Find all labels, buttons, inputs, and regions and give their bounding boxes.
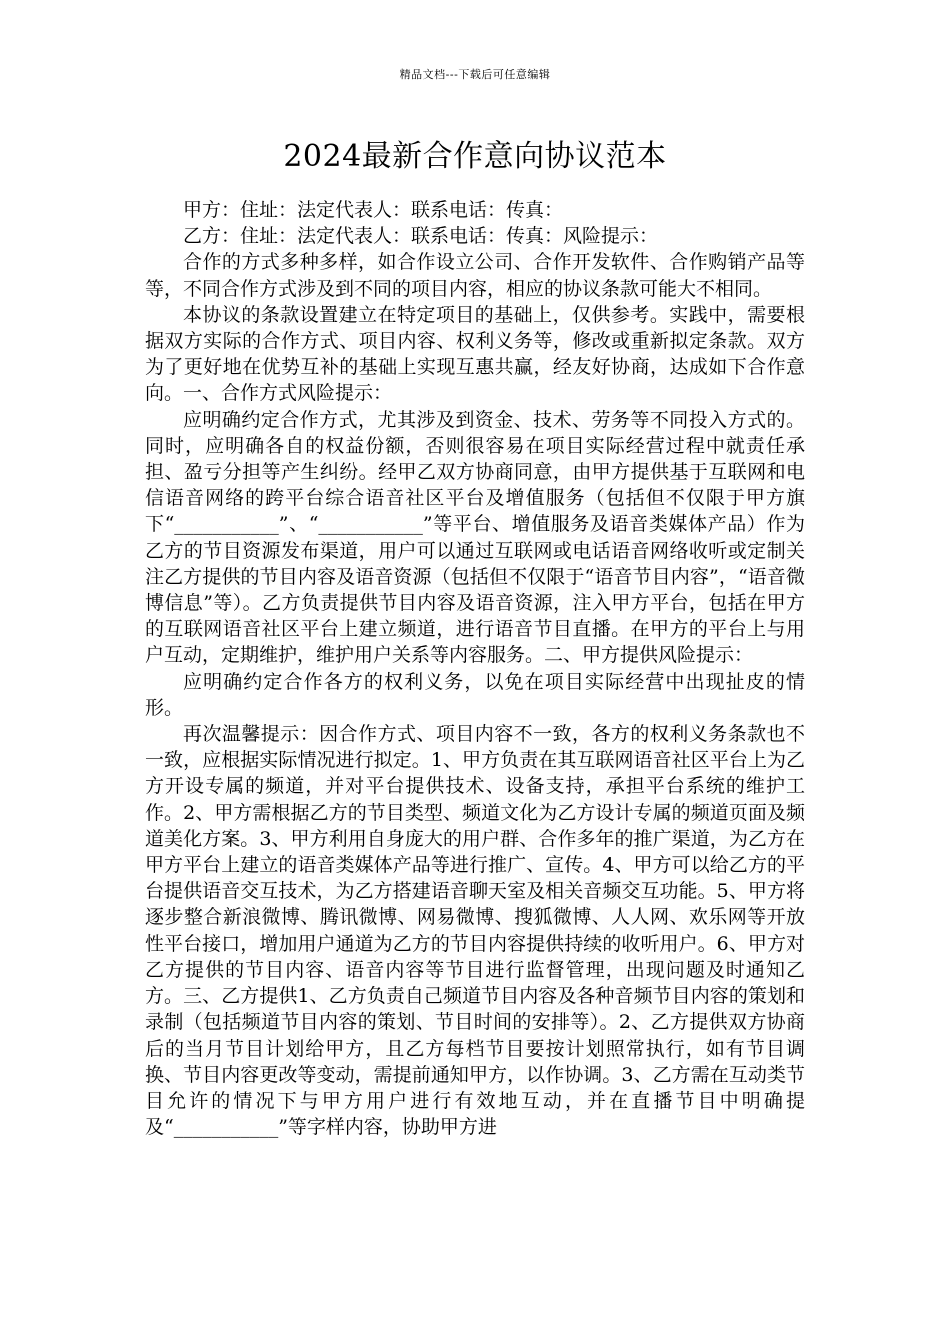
body-paragraph: 合作的方式多种多样，如合作设立公司、合作开发软件、合作购销产品等等，不同合作方式涉及到不同的项目内容，相应的协议条款可能大不相同。 — [145, 251, 805, 300]
body-paragraph: 应明确约定合作各方的权利义务，以免在项目实际经营中出现扯皮的情形。 — [145, 670, 805, 719]
body-paragraph: 应明确约定合作方式，尤其涉及到资金、技术、劳务等不同投入方式的。同时，应明确各自的权益份额，否则很容易在项目实际经营过程中就责任承担、盈亏分担等产生纠纷。经甲乙双方协商同意，由甲方提供基于互联网和电信语音网络的跨平台综合语音社区平台及增值服务（包括但不仅限于甲方旗下“___________”、“___________”等平台、增值服务及语音类媒体产品）作为乙方的节目资源发布渠道，用户可以通过互联网或电话语音网络收听或定制关注乙方提供的节目内容及语音资源（包括但不仅限于“语音节目内容”，“语音微博信息”等）。乙方负责提供节目内容及语音资源，注入甲方平台，包括在甲方的互联网语音社区平台上建立频道，进行语音节目直播。在甲方的平台上与用户互动，定期维护，维护用户关系等内容服务。二、甲方提供风险提示： — [145, 408, 805, 667]
body-paragraph: 本协议的条款设置建立在特定项目的基础上，仅供参考。实践中，需要根据双方实际的合作方式、项目内容、权利义务等，修改或重新拟定条款。双方为了更好地在优势互补的基础上实现互惠共赢，经友好协商，达成如下合作意向。一、合作方式风险提示： — [145, 303, 805, 405]
body-paragraph: 再次温馨提示：因合作方式、项目内容不一致，各方的权利义务条款也不一致，应根据实际情况进行拟定。1、甲方负责在其互联网语音社区平台上为乙方开设专属的频道，并对平台提供技术、设备支持，承担平台系统的维护工作。2、甲方需根据乙方的节目类型、频道文化为乙方设计专属的频道页面及频道美化方案。3、甲方利用自身庞大的用户群、合作多年的推广渠道，为乙方在甲方平台上建立的语音类媒体产品等进行推广、宣传。4、甲方可以给乙方的平台提供语音交互技术，为乙方搭建语音聊天室及相关音频交互功能。5、甲方将逐步整合新浪微博、腾讯微博、网易微博、搜狐微博、人人网、欢乐网等开放性平台接口，增加用户通道为乙方的节目内容提供持续的收听用户。6、甲方对乙方提供的节目内容、语音内容等节目进行监督管理，出现问题及时通知乙方。三、乙方提供1、乙方负责自己频道节目内容及各种音频节目内容的策划和录制（包括频道节目内容的策划、节目时间的安排等）。2、乙方提供双方协商后的当月节目计划给甲方，且乙方每档节目要按计划照常执行，如有节目调换、节目内容更改等变动，需提前通知甲方，以作协调。3、乙方需在互动类节目允许的情况下与甲方用户进行有效地互动，并在直播节目中明确提及“___________”等字样内容，协助甲方进 — [145, 723, 805, 1139]
header-note: 精品文档---下载后可任意编辑 — [399, 68, 551, 81]
party-a-line: 甲方：住址：法定代表人：联系电话：传真： — [183, 199, 564, 221]
party-b-line: 乙方：住址：法定代表人：联系电话：传真：风险提示： — [183, 225, 659, 248]
document-body — [145, 197, 805, 1140]
document-title: 2024最新合作意向协议范本 — [283, 139, 667, 174]
